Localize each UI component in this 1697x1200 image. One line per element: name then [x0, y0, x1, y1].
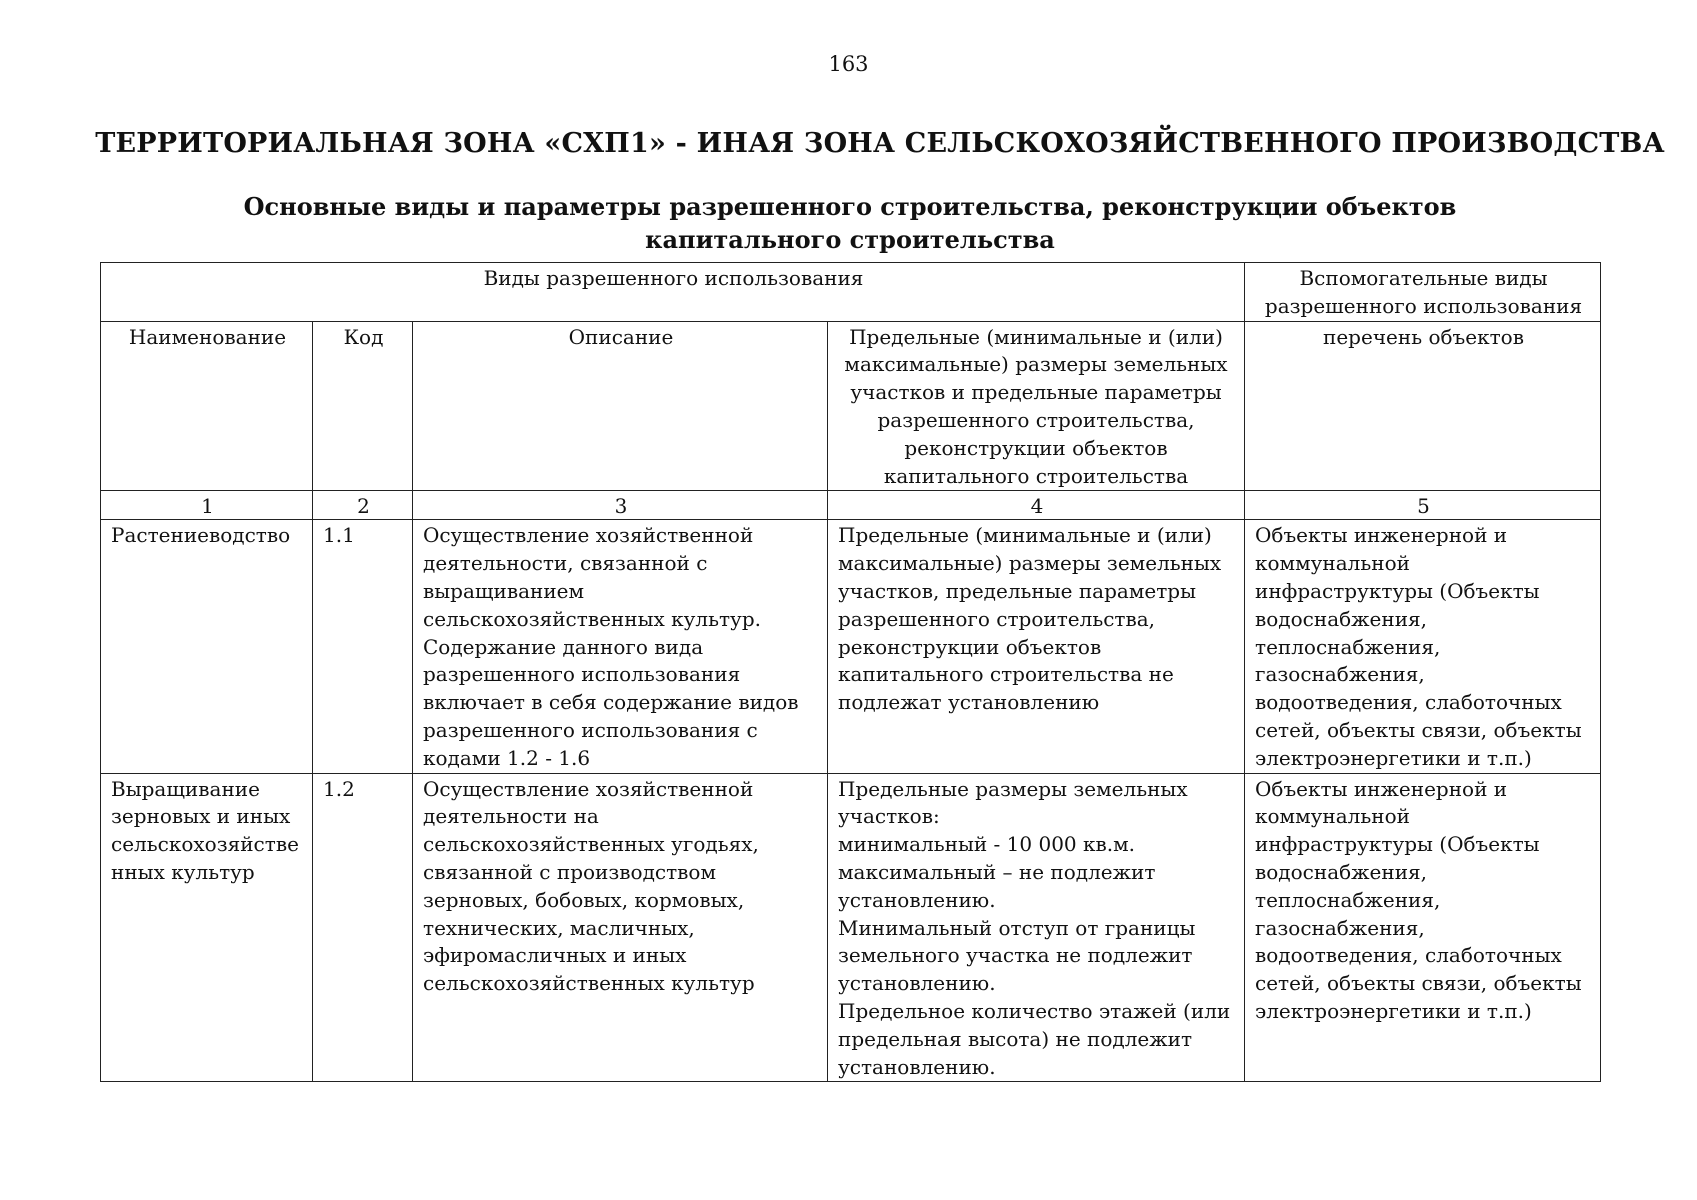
col-header-parameters: Предельные (минимальные и (или) максимальные) размеры земельных участков и предельные параметры разрешенного строительства, реконструкции объектов капитального строительства [828, 321, 1245, 491]
col-number: 5 [1245, 491, 1601, 520]
group-header-main: Виды разрешенного использования [101, 263, 1245, 322]
row-code: 1.1 [313, 520, 413, 773]
col-header-code: Код [313, 321, 413, 491]
col-number: 1 [101, 491, 313, 520]
column-header-row [101, 321, 1601, 491]
col-number: 2 [313, 491, 413, 520]
column-number-row [101, 491, 1601, 520]
row-code: 1.2 [313, 773, 413, 1082]
col-header-name: Наименование [101, 321, 313, 491]
row-description: Осуществление хозяйственной деятельности, связанной с выращиванием сельскохозяйственных культур. Содержание данного вида разрешенного использования включает в себя содержание видов разрешенного использования с кодами 1.2 - 1.6 [413, 520, 828, 773]
row-parameters: Предельные размеры земельных участков: минимальный - 10 000 кв.м. максимальный – не подлежит установлению. Минимальный отступ от границы земельного участка не подлежит установлению. Предельное количество этажей (или предельная высота) не подлежит установлению. [828, 773, 1245, 1082]
row-name: Растениеводство [101, 520, 313, 773]
table-row [101, 773, 1601, 1082]
page-number: 163 [828, 52, 869, 76]
group-header-row [101, 263, 1601, 322]
table-row [101, 520, 1601, 773]
col-number: 3 [413, 491, 828, 520]
group-header-auxiliary: Вспомогательные виды разрешенного использования [1245, 263, 1601, 322]
row-auxiliary: Объекты инженерной и коммунальной инфраструктуры (Объекты водоснабжения, теплоснабжения, газоснабжения, водоотведения, слаботочных сетей, объекты связи, объекты электроэнергетики и т.п.) [1245, 773, 1601, 1082]
col-number: 4 [828, 491, 1245, 520]
row-parameters: Предельные (минимальные и (или) максимальные) размеры земельных участков, предельные параметры разрешенного строительства, реконструкции объектов капитального строительства не подлежат установлению [828, 520, 1245, 773]
zone-title: ТЕРРИТОРИАЛЬНАЯ ЗОНА «СХП1» - ИНАЯ ЗОНА СЕЛЬСКОХОЗЯЙСТВЕННОГО ПРОИЗВОДСТВА [95, 128, 1665, 159]
row-auxiliary: Объекты инженерной и коммунальной инфраструктуры (Объекты водоснабжения, теплоснабжения, газоснабжения, водоотведения, слаботочных сетей, объекты связи, объекты электроэнергетики и т.п.) [1245, 520, 1601, 773]
col-header-objects: перечень объектов [1245, 321, 1601, 491]
row-description: Осуществление хозяйственной деятельности на сельскохозяйственных угодьях, связанной с производством зерновых, бобовых, кормовых, технических, масличных, эфиромасличных и иных сельскохозяйственных культур [413, 773, 828, 1082]
section-subtitle: Основные виды и параметры разрешенного строительства, реконструкции объектов капитального строительства [243, 192, 1457, 254]
col-header-description: Описание [413, 321, 828, 491]
row-name: Выращивание зерновых и иных сельскохозяйстве нных культур [101, 773, 313, 1082]
land-use-table [100, 262, 1601, 1082]
